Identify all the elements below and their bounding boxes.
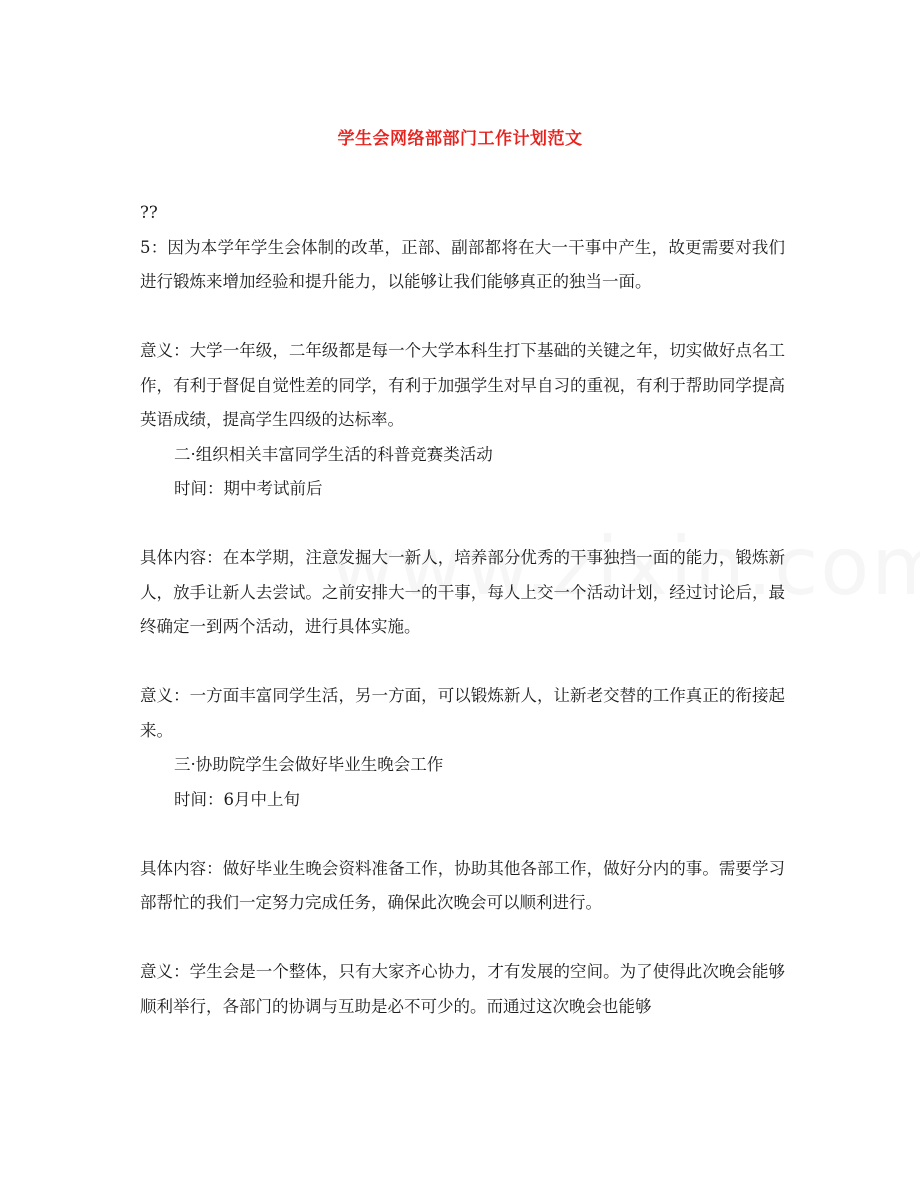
- document-body: [140, 196, 785, 1024]
- paragraph-9: 具体内容：做好毕业生晚会资料准备工作，协助其他各部工作，做好分内的事。需要学习部帮忙的我们一定努力完成任务，确保此次晚会可以顺利进行。: [140, 858, 785, 912]
- document-title: 学生会网络部部门工作计划范文: [337, 129, 583, 149]
- paragraph-spacer: [140, 507, 785, 542]
- paragraph-10: 意义：学生会是一个整体，只有大家齐心协力，才有发展的空间。为了使得此次晚会能够顺利举行，各部门的协调与互助是必不可少的。而通过这次晚会也能够: [140, 962, 785, 1016]
- paragraph-2: 意义：大学一年级，二年级都是每一个大学本科生打下基础的关键之年，切实做好点名工作，有利于督促自觉性差的同学，有利于加强学生对早自习的重视，有利于帮助同学提高英语成绩，提高学生四级的达标率。: [140, 341, 785, 429]
- paragraph-spacer: [140, 817, 785, 852]
- section-heading-3: 三·协助院学生会做好毕业生晚会工作: [174, 755, 444, 774]
- section-time-2: 时间：期中考试前后: [174, 479, 323, 498]
- paragraph-spacer: [140, 921, 785, 956]
- paragraph-spacer: [140, 300, 785, 335]
- paragraph-1: 5：因为本学年学生会体制的改革，正部、副部都将在大一干事中产生，故更需要对我们进行锻炼来增加经验和提升能力，以能够让我们能够真正的独当一面。: [140, 237, 785, 291]
- paragraph-6: 意义：一方面丰富同学生活，另一方面，可以锻炼新人，让新老交替的工作真正的衔接起来。: [140, 686, 785, 740]
- paragraph-spacer: [140, 645, 785, 680]
- paragraph-5: 具体内容：在本学期，注意发掘大一新人，培养部分优秀的干事独挡一面的能力，锻炼新人，放手让新人去尝试。之前安排大一的干事，每人上交一个活动计划，经过讨论后，最终确定一到两个活动，进行具体实施。: [140, 548, 785, 636]
- section-heading-2: 二·组织相关丰富同学生活的科普竞赛类活动: [174, 444, 493, 464]
- section-time-3: 时间：6月中上旬: [174, 789, 300, 809]
- paragraph-0: ??: [140, 203, 158, 222]
